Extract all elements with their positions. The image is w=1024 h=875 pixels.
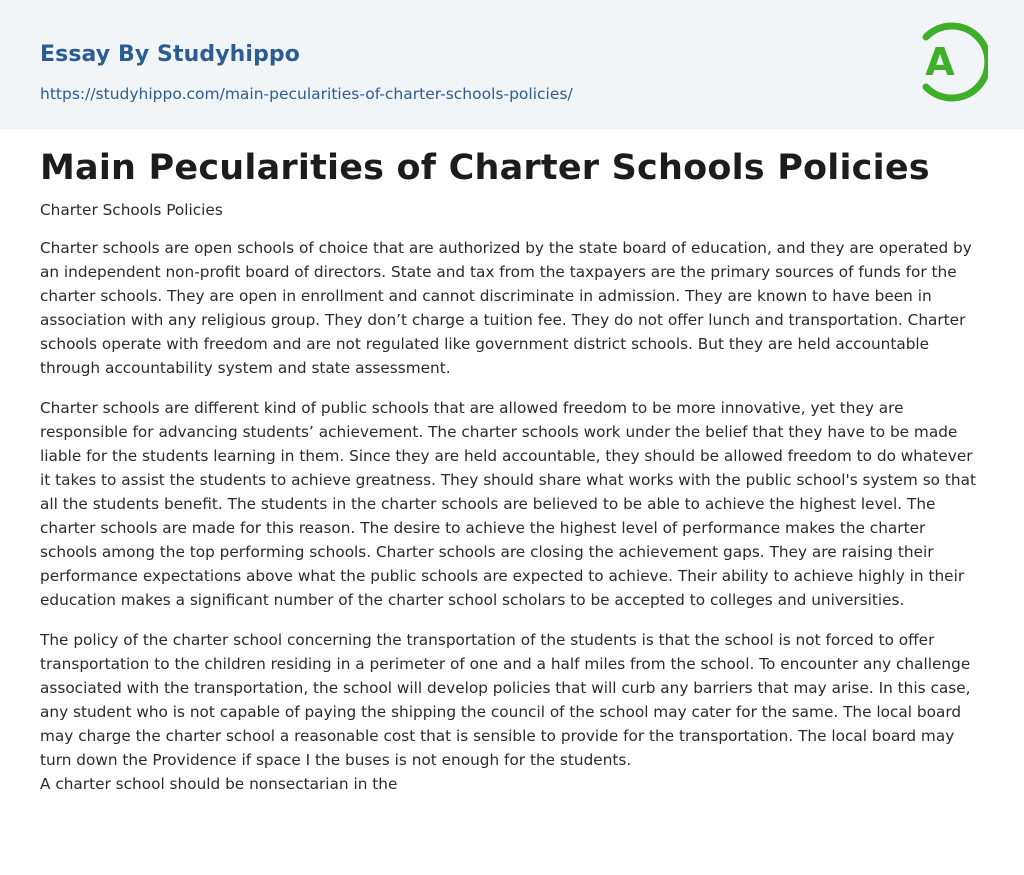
- paragraph-3: [40, 628, 984, 796]
- page-url-link[interactable]: https://studyhippo.com/main-pecularities-of-charter-schools-policies/: [40, 85, 573, 103]
- paragraph-4-fragment: A charter school should be nonsectarian in the: [40, 775, 398, 793]
- site-header: [0, 0, 1024, 129]
- paragraph-3-text: The policy of the charter school concerning the transportation of the students is that the school is not forced to offer transportation to the children residing in a perimeter of one and a half miles from the school. To encounter any challenge associated with the transportation, the school will develop policies that will curb any barriers that may arise. In this case, any student who is not capable of paying the shipping the council of the school may cater for the same. The local board may charge the charter school a reasonable cost that is sensible to provide for the transportation. The local board may turn down the Providence if space I the buses is not enough for the students.: [40, 631, 971, 769]
- studyhippo-logo-icon[interactable]: [912, 18, 988, 106]
- page-title: Main Pecularities of Charter Schools Policies: [40, 148, 930, 188]
- paragraph-1: Charter schools are open schools of choice that are authorized by the state board of education, and they are operated by an independent non-profit board of directors. State and tax from the taxpayers are the primary sources of funds for the charter schools. They are open in enrollment and cannot discriminate in admission. They are known to have been in association with any religious group. They don’t charge a tuition fee. They do not offer lunch and transportation. Charter schools operate with freedom and are not regulated like government district schools. But they are held accountable through accountability system and state assessment.: [40, 239, 972, 377]
- article-subtitle: Charter Schools Policies: [40, 201, 223, 219]
- logo-letter: A: [925, 40, 955, 84]
- site-brand[interactable]: Essay By Studyhippo: [40, 42, 300, 67]
- paragraph-2: Charter schools are different kind of public schools that are allowed freedom to be more innovative, yet they are responsible for advancing students’ achievement. The charter schools work under the belief that they have to be made liable for the students learning in them. Since they are held accountable, they should be allowed freedom to do whatever it takes to assist the students to achieve greatness. They should share what works with the public school's system so that all the students benefit. The students in the charter schools are believed to be able to achieve the highest level. The charter schools are made for this reason. The desire to achieve the highest level of performance makes the charter schools among the top performing schools. Charter schools are closing the achievement gaps. They are raising their performance expectations above what the public schools are expected to achieve. Their ability to achieve highly in their education makes a significant number of the charter school scholars to be accepted to colleges and universities.: [40, 399, 976, 609]
- article: [40, 146, 984, 796]
